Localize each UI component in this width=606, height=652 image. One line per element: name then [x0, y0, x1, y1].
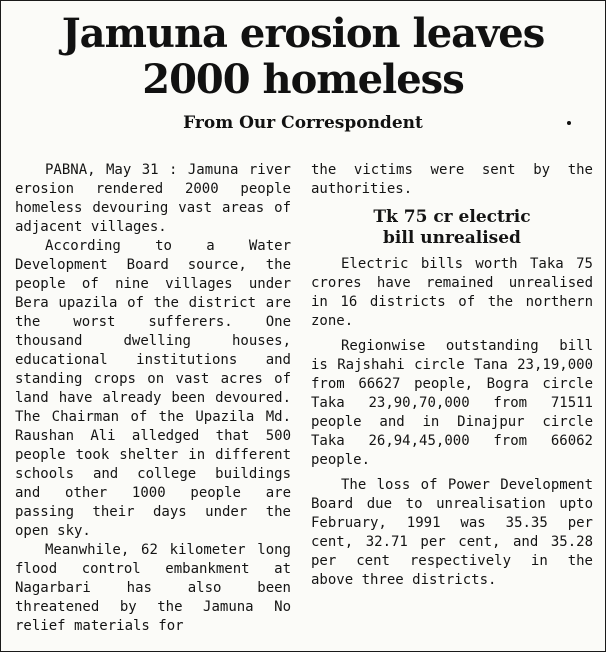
paragraph-dateline: PABNA, May 31 : Jamuna river erosion rendered 2000 people homeless devouring vast areas of adjacent villages. — [15, 162, 291, 235]
headline — [1, 1, 605, 103]
left-column — [15, 161, 291, 636]
byline — [1, 113, 605, 133]
print-speck — [567, 121, 571, 125]
paragraph-source: According to a Water Development Board source, the people of nine villages under Bera upazila of the district are the worst sufferers. One thousand dwelling houses, educational institutions and standing crops on vast acres of land have already been devoured. The Chairman of the Upazila Md. Raushan Ali alledged that 500 people took shelter in different schools and college buildings and other 1000 people are passing their days under the open sky. — [15, 238, 291, 539]
paragraph-electric-bills: Electric bills worth Taka 75 crores have remained unrealised in 16 districts of the northern zone. — [311, 256, 593, 329]
byline-text: From Our Correspondent — [183, 113, 423, 133]
subheadline-line-1: Tk 75 cr electric — [373, 207, 531, 227]
right-column — [311, 161, 593, 590]
subheadline-line-2: bill unrealised — [383, 228, 521, 248]
paragraph-embankment: Meanwhile, 62 kilometer long flood control embankment at Nagarbari has also been threatened by the Jamuna No relief materials for — [15, 542, 291, 634]
subheadline — [311, 207, 593, 249]
paragraph-loss: The loss of Power Development Board due to unrealisation upto February, 1991 was 35.35 per cent, 32.71 per cent, and 35.28 per cent respectively in the above three districts. — [311, 477, 593, 588]
article-body — [1, 161, 605, 651]
headline-line-1: Jamuna erosion leaves — [61, 10, 545, 57]
headline-line-2: 2000 homeless — [142, 56, 464, 103]
paragraph-continuation: the victims were sent by the authorities. — [311, 162, 593, 197]
paragraph-regionwise: Regionwise outstanding bill is Rajshahi circle Tana 23,19,000 from 66627 people, Bogra circle Taka 23,90,70,000 from 71511 people and in Dinajpur circle Taka 26,94,45,000 from 66062 people. — [311, 338, 593, 468]
